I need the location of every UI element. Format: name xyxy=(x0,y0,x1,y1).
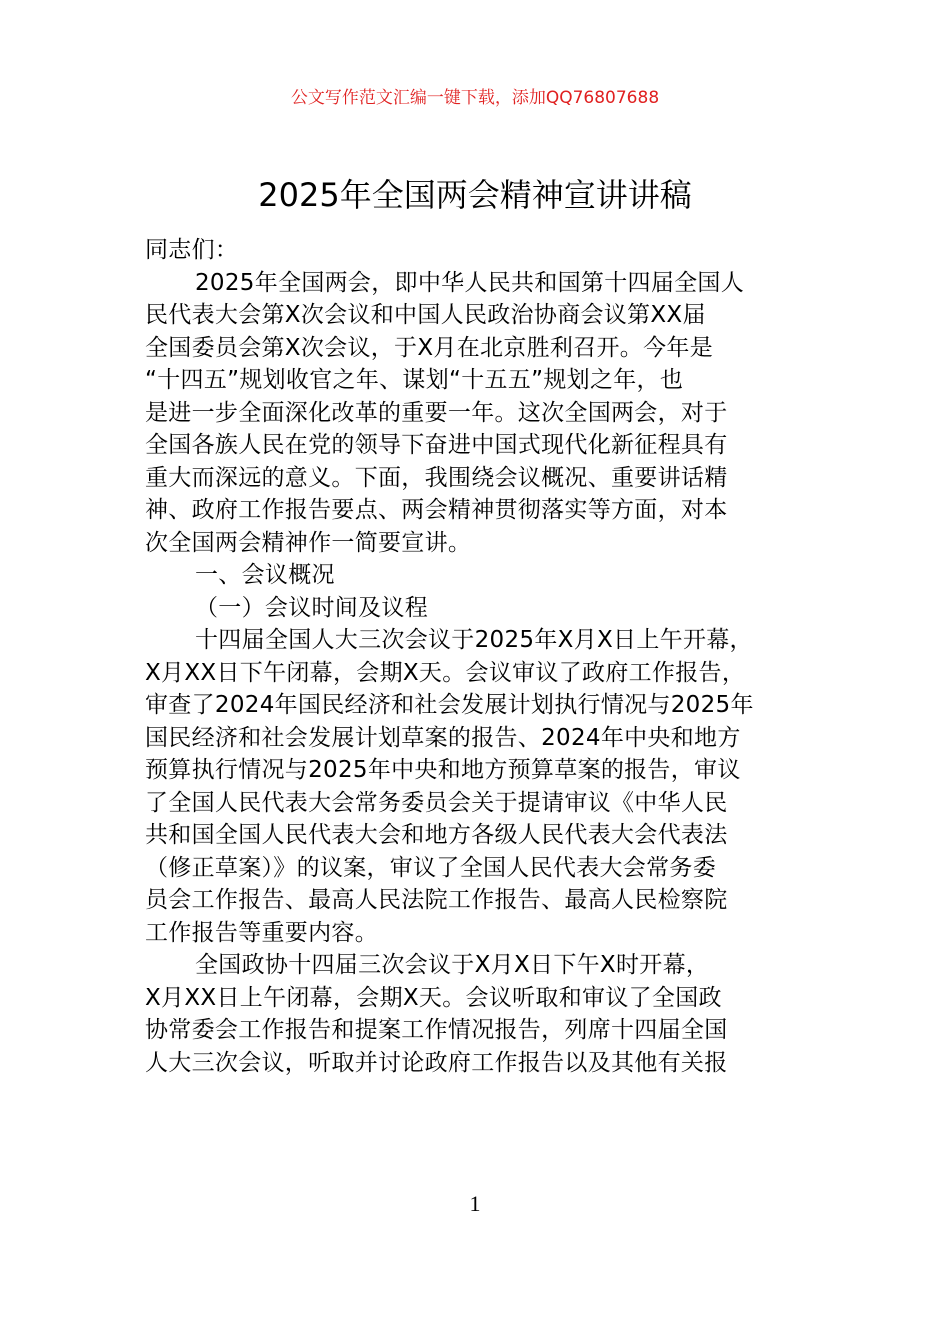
text-line: 重大而深远的意义。下面，我围绕会议概况、重要讲话精 xyxy=(145,464,728,491)
text-line: 国民经济和社会发展计划草案的报告、2024年中央和地方 xyxy=(145,724,741,751)
text-line: 次全国两会精神作一简要宣讲。 xyxy=(145,529,472,556)
text-line: （修正草案）》的议案，审议了全国人民代表大会常务委 xyxy=(145,854,716,881)
text-line: X月XX日下午闭幕，会期X天。会议审议了政府工作报告， xyxy=(145,659,746,686)
text-line: 预算执行情况与2025年中央和地方预算草案的报告，审议 xyxy=(145,757,741,783)
text-line: “十四五”规划收官之年、谋划“十五五”规划之年，也 xyxy=(145,367,684,393)
text-line: 共和国全国人民代表大会和地方各级人民代表大会代表法 xyxy=(145,822,728,848)
text-line: 全国委员会第X次会议，于X月在北京胜利召开。今年是 xyxy=(145,334,714,361)
text-line: 同志们： xyxy=(145,237,239,263)
text-line: 全国政协十四届三次会议于X月X日下午X时开幕， xyxy=(195,952,710,978)
text-line: 神、政府工作报告要点、两会精神贯彻落实等方面，对本 xyxy=(145,497,728,523)
text-line: 员会工作报告、最高人民法院工作报告、最高人民检察院 xyxy=(145,887,728,913)
page-number: 1 xyxy=(469,1191,481,1216)
text-line: 一、会议概况 xyxy=(195,562,335,588)
text-line: X月XX日上午闭幕，会期X天。会议听取和审议了全国政 xyxy=(145,984,722,1011)
document-body xyxy=(145,234,825,1079)
text-line: 协常委会工作报告和提案工作情况报告，列席十四届全国 xyxy=(145,1017,728,1043)
text-line: （一）会议时间及议程 xyxy=(195,594,428,621)
text-line: 民代表大会第X次会议和中国人民政治协商会议第XX届 xyxy=(145,302,706,328)
text-line: 了全国人民代表大会常务委员会关于提请审议《中华人民 xyxy=(145,789,728,816)
document-title: 2025年全国两会精神宣讲讲稿 xyxy=(258,176,692,214)
text-line: 工作报告等重要内容。 xyxy=(145,919,378,946)
download-notice: 公文写作范文汇编一键下载，添加QQ76807688 xyxy=(290,88,660,108)
text-line: 是进一步全面深化改革的重要一年。这次全国两会，对于 xyxy=(145,399,728,426)
text-line: 十四届全国人大三次会议于2025年X月X日上午开幕， xyxy=(195,627,753,653)
text-line: 人大三次会议，听取并讨论政府工作报告以及其他有关报 xyxy=(145,1049,728,1076)
text-line: 审查了2024年国民经济和社会发展计划执行情况与2025年 xyxy=(145,692,754,718)
text-line: 全国各族人民在党的领导下奋进中国式现代化新征程具有 xyxy=(145,432,728,458)
text-line: 2025年全国两会，即中华人民共和国第十四届全国人 xyxy=(195,269,745,296)
